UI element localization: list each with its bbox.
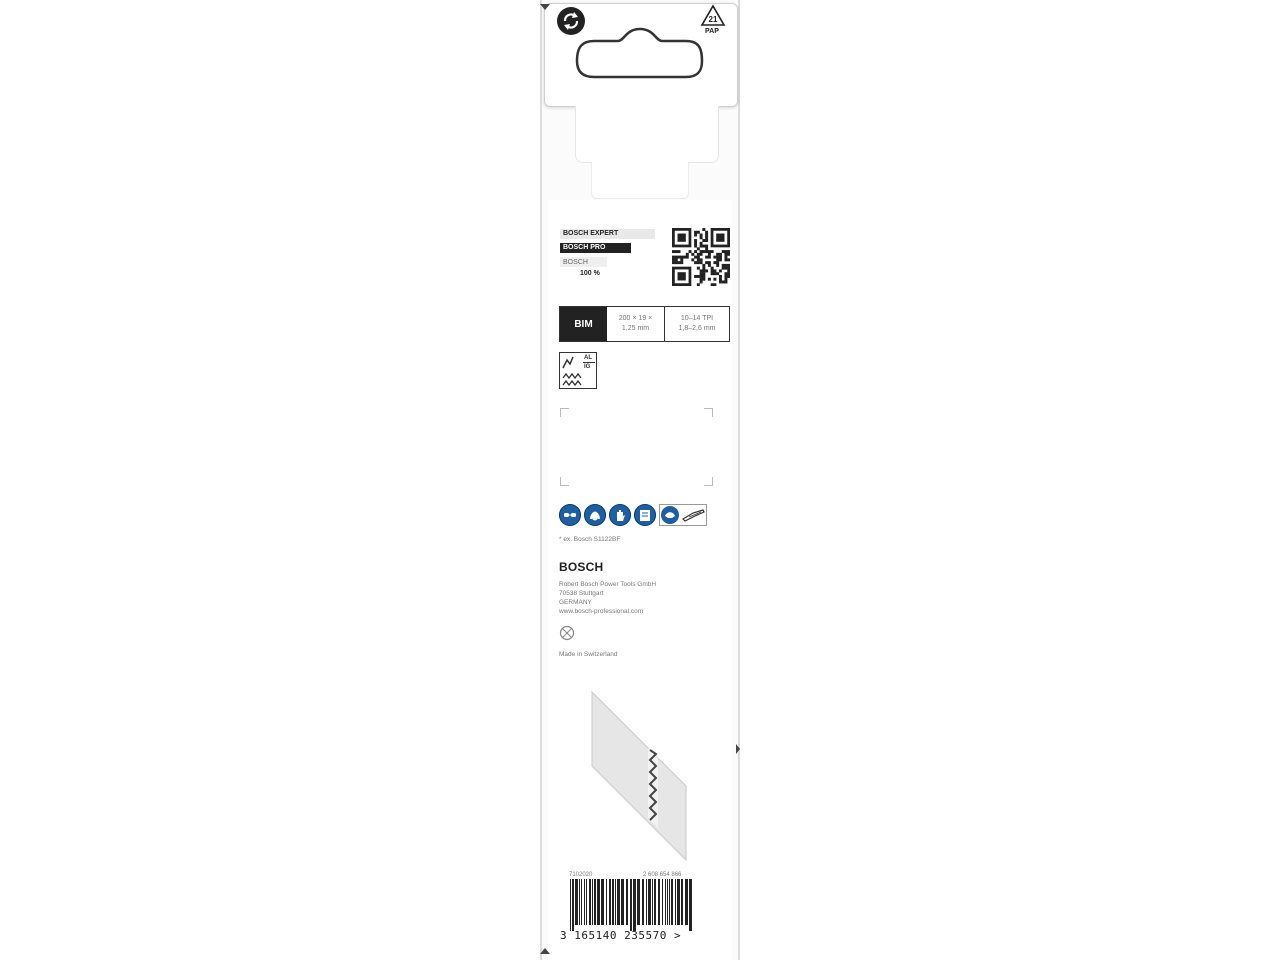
- material-code-ig: IG: [584, 364, 591, 370]
- goggles-icon: [559, 504, 581, 526]
- hang-hole-outline: [574, 25, 706, 81]
- address-line-3: GERMANY: [559, 599, 592, 606]
- address-line-1: Robert Bosch Power Tools GmbH: [559, 581, 657, 588]
- made-in: Made in Switzerland: [559, 651, 618, 658]
- wheelie-bin-icon: [559, 625, 575, 641]
- spec-tpi-line2: 1,8–2,6 mm: [678, 325, 716, 332]
- material-code-al: AL: [584, 355, 592, 361]
- brand-label-pro: BOSCH PRO: [563, 244, 606, 251]
- spec-table: [559, 306, 730, 342]
- compat-note: * ex. Bosch S1122BF: [559, 536, 621, 543]
- gloves-icon: [609, 504, 631, 526]
- saw-blade-illustration: [588, 688, 690, 864]
- spec-material: BIM: [560, 307, 607, 341]
- barcode[interactable]: [568, 879, 696, 931]
- address-website[interactable]: www.bosch-professional.com: [559, 608, 644, 615]
- crop-mark-tl: [560, 408, 569, 417]
- recycle-material: PAP: [705, 28, 719, 35]
- saw-teeth-icon: [561, 354, 585, 388]
- spec-dimensions-line2: 1,25 mm: [621, 325, 650, 332]
- material-divider: [583, 362, 595, 363]
- barcode-digits: 3 165140 235570 >: [560, 929, 682, 942]
- recycle-code: 21: [708, 15, 718, 24]
- bosch-logo: BOSCH: [559, 560, 604, 574]
- reciprocating-saw-icon: [681, 507, 707, 523]
- crop-mark-bl: [560, 477, 569, 486]
- qr-code[interactable]: [672, 228, 730, 286]
- hanger-tab: [575, 106, 719, 163]
- crop-mark-br: [704, 477, 713, 486]
- brand-label-bosch: BOSCH: [563, 259, 588, 266]
- spec-dimensions-line1: 200 × 19 ×: [618, 315, 653, 322]
- spec-tpi-line1: 10–14 TPI: [680, 315, 714, 322]
- crop-mark-tr: [704, 408, 713, 417]
- corner-notch-bottom: [540, 948, 550, 954]
- hanger-tab-lower: [591, 162, 689, 199]
- recycle-arrows-icon: [556, 6, 586, 36]
- address-line-2: 70538 Stuttgart: [559, 590, 604, 597]
- corner-notch-top: [540, 4, 550, 10]
- part-number: 2 608 654 866: [643, 872, 682, 878]
- spec-tpi: [665, 307, 729, 341]
- performance-percent: 100 %: [580, 270, 600, 277]
- spec-dimensions: [607, 307, 665, 341]
- mask-icon: [661, 506, 679, 524]
- edge-notch: [736, 744, 740, 754]
- read-manual-icon: [634, 504, 656, 526]
- article-code: 7102020: [569, 872, 593, 878]
- brand-label-expert: BOSCH EXPERT: [563, 230, 619, 237]
- recycle-triangle-icon: [700, 4, 726, 28]
- ear-protection-icon: [584, 504, 606, 526]
